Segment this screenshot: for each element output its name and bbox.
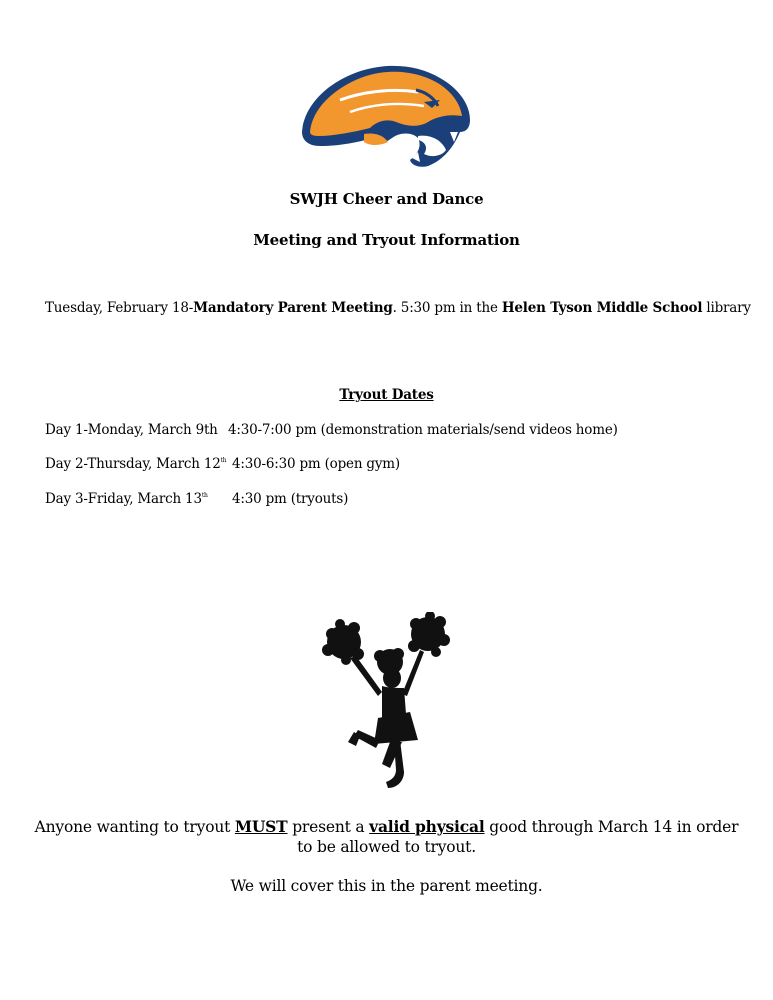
day-label: Day 1-Monday, March 9th [45, 422, 218, 438]
meeting-time: . 5:30 pm in the [392, 300, 502, 316]
title-line-1: SWJH Cheer and Dance [289, 190, 484, 208]
cheerleader-silhouette-icon [318, 612, 454, 790]
valid-physical-emphasis: valid physical [369, 817, 485, 836]
day-label: Day 3-Friday, March 13th [45, 491, 208, 507]
tryout-day-row [45, 491, 349, 507]
day-time: 4:30 pm (tryouts) [232, 491, 349, 507]
meeting-location-suffix: library [702, 300, 751, 316]
parent-meeting-line [45, 300, 751, 316]
tryout-dates-heading: Tryout Dates [339, 387, 434, 403]
meeting-date: Tuesday, February 18- [45, 300, 194, 316]
jaguar-logo-icon [300, 62, 472, 168]
day-time: 4:30-6:30 pm (open gym) [232, 456, 400, 472]
meeting-location: Helen Tyson Middle School [501, 300, 703, 316]
title-line-2: Meeting and Tryout Information [253, 231, 520, 249]
ordinal-suffix: th [220, 457, 227, 464]
tryout-day-row [45, 422, 618, 438]
physical-requirement-notice: Anyone wanting to tryout MUST present a valid physical good through March 14 in order to be allowed to tryout. [34, 817, 739, 856]
day-time: 4:30-7:00 pm (demonstration materials/send videos home) [228, 422, 618, 438]
ordinal-suffix: th [201, 492, 208, 499]
meeting-event: Mandatory Parent Meeting [193, 300, 393, 316]
must-emphasis: MUST [234, 817, 288, 836]
parent-meeting-footer: We will cover this in the parent meeting. [230, 877, 543, 895]
tryout-day-row [45, 456, 400, 472]
day-label: Day 2-Thursday, March 12th [45, 456, 227, 472]
